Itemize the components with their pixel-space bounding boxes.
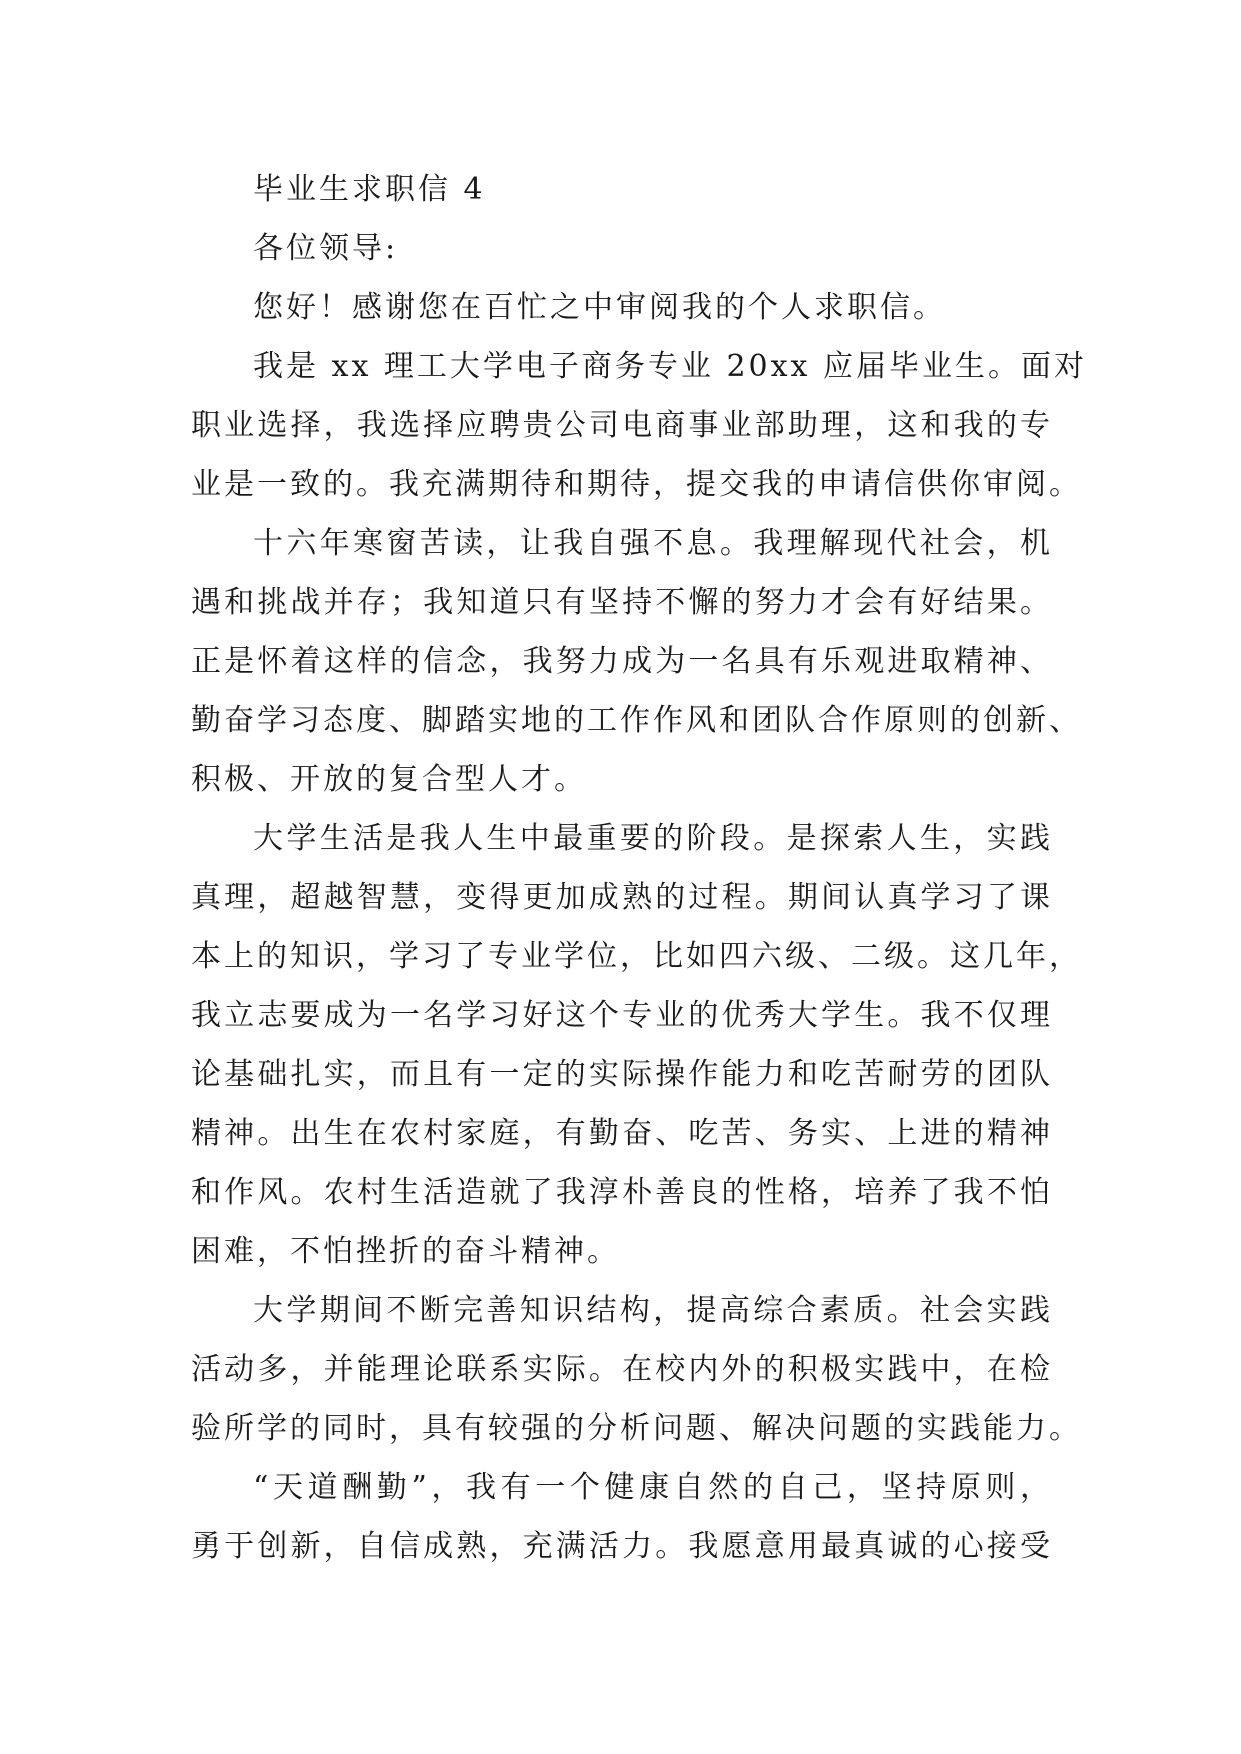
paragraph-5-line: 勇于创新，自信成熟，充满活力。我愿意用最真诚的心接受	[191, 1529, 1053, 1564]
paragraph-3-line: 论基础扎实，而且有一定的实际操作能力和吃苦耐劳的团队	[191, 1057, 1053, 1092]
paragraph-2-line: 正是怀着这样的信念，我努力成为一名具有乐观进取精神、	[191, 644, 1053, 679]
paragraph-2-line: 勤奋学习态度、脚踏实地的工作作风和团队合作原则的创新、	[191, 703, 1082, 738]
paragraph-3-line: 本上的知识，学习了专业学位，比如四六级、二级。这几年，	[191, 939, 1082, 974]
greeting-line: 您好！感谢您在百忙之中审阅我的个人求职信。	[253, 290, 946, 325]
document-title: 毕业生求职信 4	[253, 172, 486, 207]
paragraph-2-line: 十六年寒窗苦读，让我自强不息。我理解现代社会，机	[253, 526, 1053, 561]
paragraph-3-line: 大学生活是我人生中最重要的阶段。是探索人生，实践	[253, 821, 1053, 856]
paragraph-3-line: 真理，超越智慧，变得更加成熟的过程。期间认真学习了课	[191, 880, 1053, 915]
paragraph-2-line: 积极、开放的复合型人才。	[191, 762, 587, 797]
paragraph-1-line: 职业选择，我选择应聘贵公司电商事业部助理，这和我的专	[191, 408, 1053, 443]
paragraph-3-line: 和作风。农村生活造就了我淳朴善良的性格，培养了我不怕	[191, 1175, 1053, 1210]
paragraph-3-line: 精神。出生在农村家庭，有勤奋、吃苦、务实、上进的精神	[191, 1116, 1053, 1151]
salutation: 各位领导:	[253, 231, 399, 266]
paragraph-4-line: 活动多，并能理论联系实际。在校内外的积极实践中，在检	[191, 1352, 1053, 1387]
paragraph-1-line: 业是一致的。我充满期待和期待，提交我的申请信供你审阅。	[191, 467, 1082, 502]
paragraph-4-line: 大学期间不断完善知识结构，提高综合素质。社会实践	[253, 1293, 1053, 1328]
paragraph-5-line: “天道酬勤”，我有一个健康自然的自己，坚持原则，	[253, 1470, 1053, 1505]
paragraph-1-line: 我是 xx 理工大学电子商务专业 20xx 应届毕业生。面对	[253, 349, 1087, 384]
paragraph-3-line: 我立志要成为一名学习好这个专业的优秀大学生。我不仅理	[191, 998, 1053, 1033]
paragraph-3-line: 困难，不怕挫折的奋斗精神。	[191, 1234, 620, 1269]
document-body	[191, 160, 1087, 1576]
paragraph-4-line: 验所学的同时，具有较强的分析问题、解决问题的实践能力。	[191, 1411, 1082, 1446]
paragraph-2-line: 遇和挑战并存；我知道只有坚持不懈的努力才会有好结果。	[191, 585, 1053, 620]
